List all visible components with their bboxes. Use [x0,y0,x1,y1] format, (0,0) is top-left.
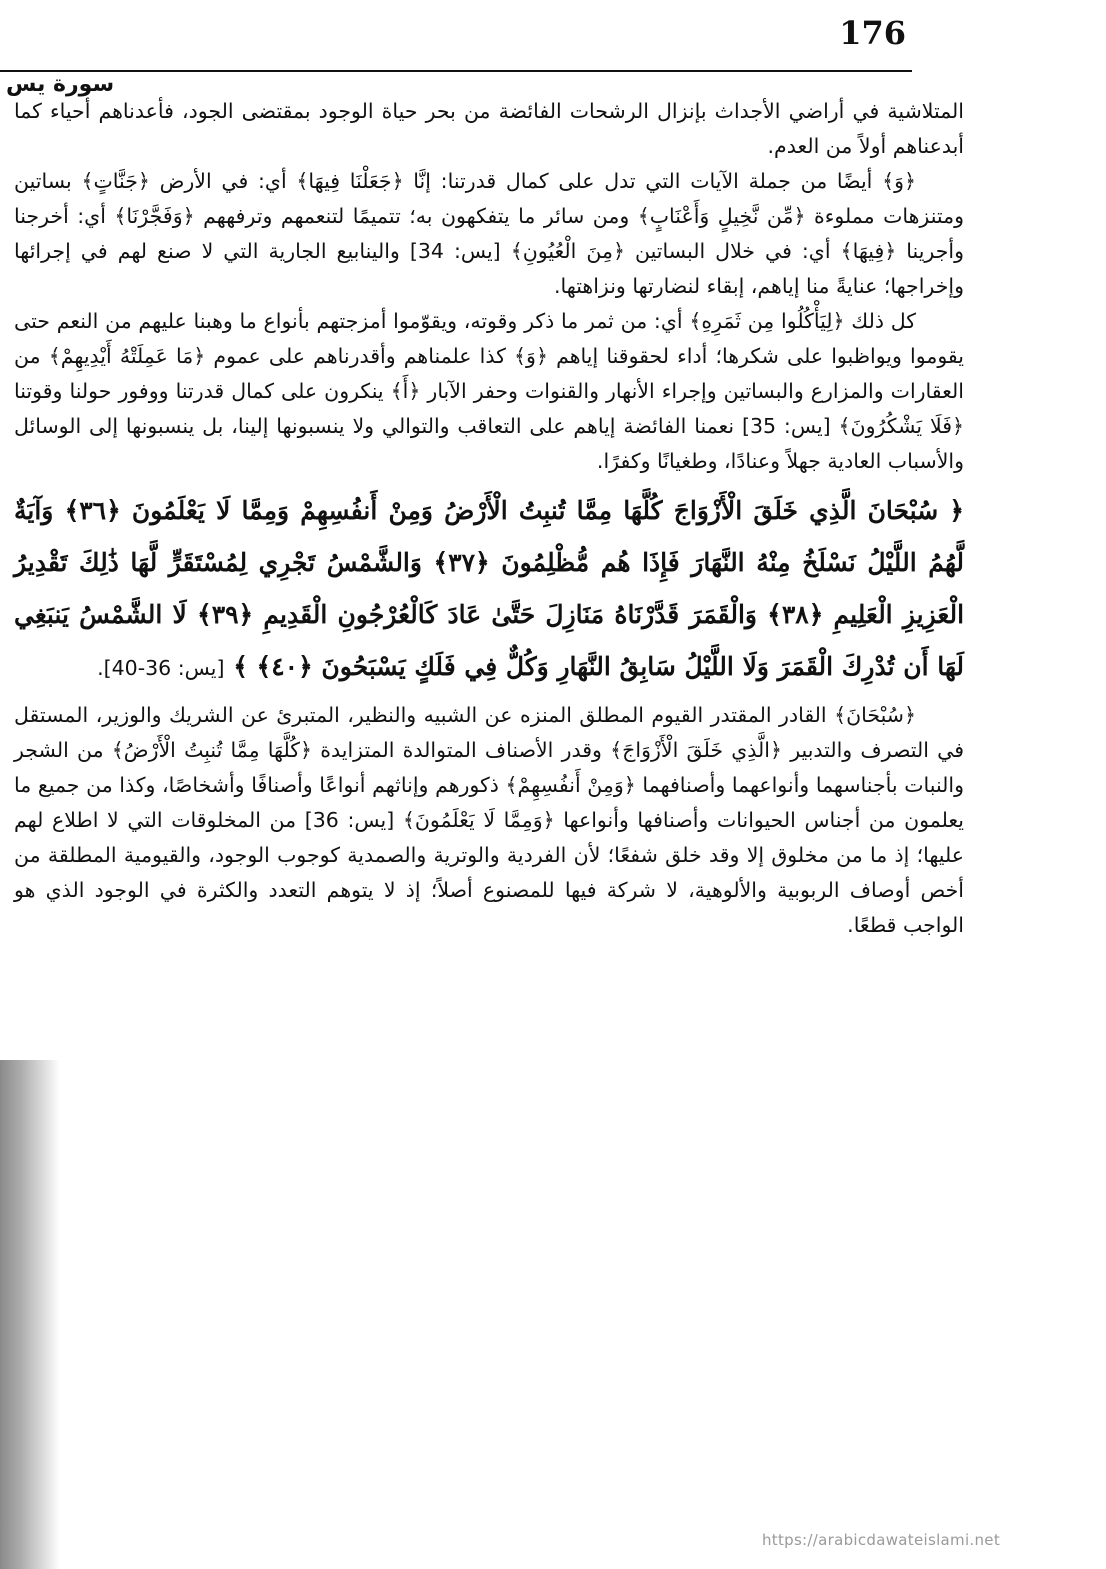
paragraph-3: كل ذلك ﴿لِيَأْكُلُوا مِن ثَمَرِهِ﴾ أي: من ثمر ما ذكر وقوته، ويقوّموا أمزجتهم بأنواع ما وهبنا عليهم من النعم حتى يقوموا ويواظبوا على شكرها؛ أداء لحقوقنا إياهم ﴿وَ﴾ كذا علمناهم وأقدرناهم على عموم ﴿مَا عَمِلَتْهُ أَيْدِيهِمْ﴾ من العقارات والمزارع والبساتين وإجراء الأنهار والقنوات وحفر الآبار ﴿أَ﴾ ينكرون على كمال قدرتنا ووفور حولنا وقوتنا ﴿فَلَا يَشْكُرُونَ﴾ [يس: 35] نعمنا الفائضة إياهم على التعاقب والتوالي ولا ينسبونها إلينا، بل ينسبونها إلى الوسائل والأسباب العادية جهلاً وعنادًا، وطغيانًا وكفرًا. [14,309,964,473]
header-divider [0,70,912,72]
page-body [14,94,964,943]
page-number: 176 [839,14,906,52]
paragraph-2: ﴿وَ﴾ أيضًا من جملة الآيات التي تدل على كمال قدرتنا: إنَّا ﴿جَعَلْنَا فِيهَا﴾ أي: في الأرض ﴿جَنَّاتٍ﴾ بساتين ومتنزهات مملوءة ﴿مِّن نَّخِيلٍ وَأَعْنَابٍ﴾ ومن سائر ما يتفكهون به؛ تتميمًا لتنعمهم وترفههم ﴿وَفَجَّرْنَا﴾ أي: أخرجنا وأجرينا ﴿فِيهَا﴾ أي: في خلال البساتين ﴿مِنَ الْعُيُونِ﴾ [يس: 34] والينابيع الجارية التي لا صنع لهم في إجرائها وإخراجها؛ عنايةً منا إياهم، إبقاء لنضارتها ونزاهتها. [14,169,964,298]
source-watermark: https://arabicdawateislami.net [761,1531,1000,1549]
surah-title: سورة يس [6,72,115,97]
scan-shadow-edge [0,1060,60,1569]
paragraph-1: المتلاشية في أراضي الأجداث بإنزال الرشحات الفائضة من بحر حياة الوجود بمقتضى الجود، فأعدناهم أحياء كما أبدعناهم أولاً من العدم. [14,99,964,158]
commentary-paragraph: ﴿سُبْحَانَ﴾ القادر المقتدر القيوم المطلق المنزه عن الشبيه والنظير، المتبرئ عن الشريك والوزير، المستقل في التصرف والتدبير ﴿الَّذِي خَلَقَ الْأَزْوَاجَ﴾ وقدر الأصناف المتوالدة المتزايدة ﴿كُلَّهَا مِمَّا تُنبِتُ الْأَرْضُ﴾ من الشجر والنبات بأجناسهما وأنواعهما وأصنافهما ﴿وَمِنْ أَنفُسِهِمْ﴾ ذكورهم وإناثهم أنواعًا وأصنافًا وأشخاصًا، وكذا من جميع ما يعلمون من أجناس الحيوانات وأصنافها وأنواعها ﴿وَمِمَّا لَا يَعْلَمُونَ﴾ [يس: 36] من المخلوقات التي لا اطلاع لهم عليها؛ إذ ما من مخلوق إلا وقد خلق شفعًا؛ لأن الفردية والوترية والصمدية كوجوب الوجود، والقيومية المطلقة من أخص أوصاف الربوبية والألوهية، لا شركة فيها للمصنوع أصلاً؛ إذ لا يتوهم التعدد والكثرة في الوجود الذي هو الواجب قطعًا. [14,703,964,937]
verse-reference: [يس: 36-40]. [97,656,225,680]
quran-verses-text: ﴿ سُبْحَانَ الَّذِي خَلَقَ الْأَزْوَاجَ كُلَّهَا مِمَّا تُنبِتُ الْأَرْضُ وَمِنْ أَنفُسِهِمْ وَمِمَّا لَا يَعْلَمُونَ ﴿٣٦﴾ وَآيَةٌ لَّهُمُ اللَّيْلُ نَسْلَخُ مِنْهُ النَّهَارَ فَإِذَا هُم مُّظْلِمُونَ ﴿٣٧﴾ وَالشَّمْسُ تَجْرِي لِمُسْتَقَرٍّ لَّهَا ذَٰلِكَ تَقْدِيرُ الْعَزِيزِ الْعَلِيمِ ﴿٣٨﴾ وَالْقَمَرَ قَدَّرْنَاهُ مَنَازِلَ حَتَّىٰ عَادَ كَالْعُرْجُونِ الْقَدِيمِ ﴿٣٩﴾ لَا الشَّمْسُ يَنبَغِي لَهَا أَن تُدْرِكَ الْقَمَرَ وَلَا اللَّيْلُ سَابِقُ النَّهَارِ وَكُلٌّ فِي فَلَكٍ يَسْبَحُونَ ﴿٤٠﴾ ﴾ [14,496,965,681]
quran-verse-block [14,485,964,694]
